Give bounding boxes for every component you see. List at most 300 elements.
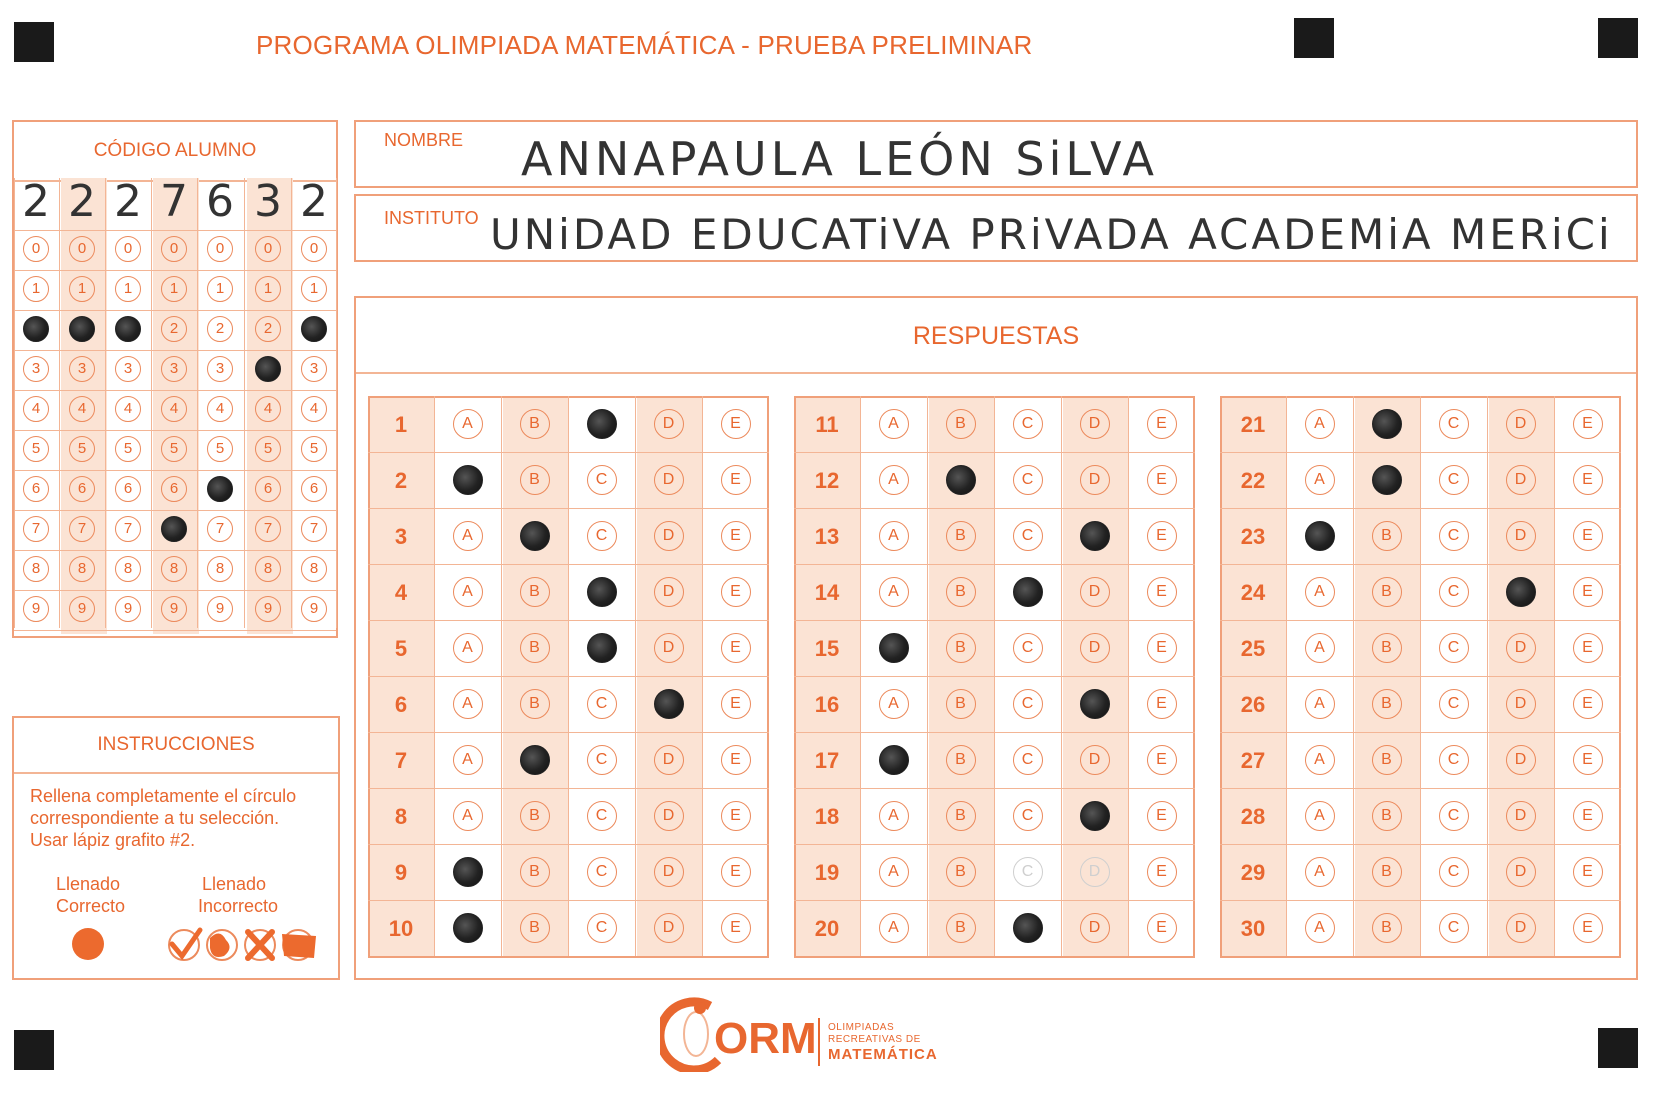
code-bubble[interactable]: 1 (255, 276, 281, 302)
answer-grid-line (368, 732, 769, 733)
answer-bubble-4-d[interactable]: D (654, 577, 684, 607)
answer-bubble-10-e[interactable]: E (721, 913, 751, 943)
code-bubble[interactable]: 8 (23, 556, 49, 582)
answer-bubble-7-a[interactable]: A (453, 745, 483, 775)
code-grid-line (14, 470, 336, 471)
question-number: 21 (1240, 412, 1266, 437)
answer-bubble-15-a[interactable] (879, 633, 909, 663)
answer-bubble-29-c[interactable]: C (1439, 857, 1469, 887)
answer-bubble-30-d[interactable]: D (1506, 913, 1536, 943)
code-bubble[interactable]: 7 (207, 516, 233, 542)
question-number: 2 (394, 468, 408, 493)
answer-bubble-10-b[interactable]: B (520, 913, 550, 943)
code-bubble[interactable]: 4 (207, 396, 233, 422)
code-bubble[interactable]: 3 (69, 356, 95, 382)
answer-bubble-20-e[interactable]: E (1147, 913, 1177, 943)
code-bubble[interactable]: 7 (301, 516, 327, 542)
answer-bubble-28-c[interactable]: C (1439, 801, 1469, 831)
answer-bubble-13-c[interactable]: C (1013, 521, 1043, 551)
answer-bubble-24-c[interactable]: C (1439, 577, 1469, 607)
answer-bubble-16-c[interactable]: C (1013, 689, 1043, 719)
answer-bubble-8-c[interactable]: C (587, 801, 617, 831)
instructions-line-3: Usar lápiz grafito #2. (30, 830, 196, 850)
code-bubble[interactable] (115, 316, 141, 342)
instituto-label: INSTITUTO (384, 208, 479, 228)
incorrect-label-1: Llenado (202, 874, 267, 894)
code-bubble[interactable]: 9 (23, 596, 49, 622)
answer-bubble-30-c[interactable]: C (1439, 913, 1469, 943)
answer-bubble-3-e[interactable]: E (721, 521, 751, 551)
code-bubble[interactable]: 0 (161, 236, 187, 262)
code-bubble[interactable]: 5 (69, 436, 95, 462)
answer-bubble-5-e[interactable]: E (721, 633, 751, 663)
answer-bubble-13-b[interactable]: B (946, 521, 976, 551)
answer-bubble-7-e[interactable]: E (721, 745, 751, 775)
answer-bubble-20-b[interactable]: B (946, 913, 976, 943)
answer-bubble-9-e[interactable]: E (721, 857, 751, 887)
code-bubble[interactable]: 1 (301, 276, 327, 302)
question-number: 12 (814, 468, 840, 493)
question-number: 22 (1240, 468, 1266, 493)
code-bubble[interactable] (207, 476, 233, 502)
question-number: 28 (1240, 804, 1266, 829)
answer-bubble-23-d[interactable]: D (1506, 521, 1536, 551)
answer-bubble-3-d[interactable]: D (654, 521, 684, 551)
answer-bubble-24-d[interactable] (1506, 577, 1536, 607)
code-grid-line (244, 178, 245, 628)
answer-bubble-16-a[interactable]: A (879, 689, 909, 719)
code-grid-line (14, 590, 336, 591)
answer-bubble-26-a[interactable]: A (1305, 689, 1335, 719)
answer-bubble-21-a[interactable]: A (1305, 409, 1335, 439)
answer-bubble-27-b[interactable]: B (1372, 745, 1402, 775)
answer-bubble-21-e[interactable]: E (1573, 409, 1603, 439)
answer-bubble-14-a[interactable]: A (879, 577, 909, 607)
answer-bubble-16-d[interactable] (1080, 689, 1110, 719)
answer-bubble-5-a[interactable]: A (453, 633, 483, 663)
question-number: 19 (814, 860, 840, 885)
instructions-title: INSTRUCCIONES (97, 734, 255, 755)
answer-bubble-11-b[interactable]: B (946, 409, 976, 439)
answers-title: RESPUESTAS (912, 322, 1080, 350)
answer-bubble-28-a[interactable]: A (1305, 801, 1335, 831)
answer-bubble-29-e[interactable]: E (1573, 857, 1603, 887)
question-number: 23 (1240, 524, 1266, 549)
answer-bubble-17-b[interactable]: B (946, 745, 976, 775)
answer-bubble-6-a[interactable]: A (453, 689, 483, 719)
answer-bubble-20-a[interactable]: A (879, 913, 909, 943)
answer-bubble-14-e[interactable]: E (1147, 577, 1177, 607)
code-bubble[interactable]: 8 (69, 556, 95, 582)
code-bubble[interactable]: 8 (207, 556, 233, 582)
incorrect-fill-examples-icon (164, 924, 324, 966)
answer-bubble-10-c[interactable]: C (587, 913, 617, 943)
answer-bubble-19-d[interactable]: D (1080, 857, 1110, 887)
answer-bubble-11-e[interactable]: E (1147, 409, 1177, 439)
code-bubble[interactable]: 3 (301, 356, 327, 382)
answer-bubble-18-e[interactable]: E (1147, 801, 1177, 831)
divider (356, 372, 1636, 374)
code-bubble[interactable] (255, 356, 281, 382)
answer-grid-line (794, 788, 1195, 789)
code-bubble[interactable]: 7 (115, 516, 141, 542)
answer-grid-line (368, 900, 769, 901)
code-bubble[interactable]: 2 (255, 316, 281, 342)
code-grid-line (14, 390, 336, 391)
code-bubble[interactable]: 6 (115, 476, 141, 502)
code-grid-line (14, 550, 336, 551)
instructions-line-2: correspondiente a tu selección. (30, 808, 280, 828)
correct-label-2: Correcto (56, 896, 126, 916)
code-digit-handwritten: 2 (22, 176, 50, 227)
answer-bubble-7-d[interactable]: D (654, 745, 684, 775)
answer-bubble-23-b[interactable]: B (1372, 521, 1402, 551)
answer-bubble-6-b[interactable]: B (520, 689, 550, 719)
code-bubble[interactable]: 4 (301, 396, 327, 422)
answer-bubble-1-a[interactable]: A (453, 409, 483, 439)
code-digit-handwritten: 2 (68, 176, 96, 227)
answer-bubble-25-a[interactable]: A (1305, 633, 1335, 663)
answer-bubble-4-a[interactable]: A (453, 577, 483, 607)
code-bubble[interactable]: 5 (301, 436, 327, 462)
code-bubble[interactable]: 6 (161, 476, 187, 502)
answer-bubble-18-c[interactable]: C (1013, 801, 1043, 831)
code-bubble[interactable]: 9 (255, 596, 281, 622)
code-bubble[interactable] (69, 316, 95, 342)
answer-bubble-2-a[interactable] (453, 465, 483, 495)
code-grid-line (14, 230, 336, 231)
answer-bubble-13-e[interactable]: E (1147, 521, 1177, 551)
code-grid-line (291, 178, 292, 628)
answer-bubble-5-c[interactable] (587, 633, 617, 663)
answer-bubble-17-c[interactable]: C (1013, 745, 1043, 775)
code-digit-handwritten: 2 (300, 176, 328, 227)
answer-bubble-4-b[interactable]: B (520, 577, 550, 607)
answer-bubble-15-d[interactable]: D (1080, 633, 1110, 663)
question-number: 15 (814, 636, 840, 661)
question-number: 9 (394, 860, 408, 885)
code-bubble[interactable]: 1 (207, 276, 233, 302)
answer-bubble-1-c[interactable] (587, 409, 617, 439)
answer-bubble-19-a[interactable]: A (879, 857, 909, 887)
answer-bubble-6-d[interactable] (654, 689, 684, 719)
answer-grid-line (368, 676, 769, 677)
code-bubble[interactable] (23, 316, 49, 342)
code-bubble[interactable]: 4 (255, 396, 281, 422)
code-bubble[interactable]: 5 (255, 436, 281, 462)
answer-bubble-7-b[interactable] (520, 745, 550, 775)
code-bubble[interactable]: 9 (301, 596, 327, 622)
question-number: 8 (394, 804, 408, 829)
question-number: 16 (814, 692, 840, 717)
answer-grid-line (1220, 788, 1621, 789)
answer-bubble-11-c[interactable]: C (1013, 409, 1043, 439)
answer-bubble-1-b[interactable]: B (520, 409, 550, 439)
code-grid-line (14, 310, 336, 311)
question-number: 6 (394, 692, 408, 717)
code-bubble[interactable]: 2 (161, 316, 187, 342)
answer-grid-line (1220, 620, 1621, 621)
question-number: 24 (1240, 580, 1266, 605)
answer-bubble-13-a[interactable]: A (879, 521, 909, 551)
instructions-line-1: Rellena completamente el círculo (30, 786, 297, 806)
code-bubble[interactable]: 9 (69, 596, 95, 622)
answer-bubble-22-c[interactable]: C (1439, 465, 1469, 495)
answer-bubble-29-a[interactable]: A (1305, 857, 1335, 887)
answer-bubble-19-b[interactable]: B (946, 857, 976, 887)
code-bubble[interactable]: 1 (115, 276, 141, 302)
answer-grid-line (368, 508, 769, 509)
code-bubble[interactable]: 6 (69, 476, 95, 502)
answer-bubble-21-b[interactable] (1372, 409, 1402, 439)
code-bubble[interactable]: 0 (301, 236, 327, 262)
answer-bubble-25-c[interactable]: C (1439, 633, 1469, 663)
answer-bubble-19-e[interactable]: E (1147, 857, 1177, 887)
code-bubble[interactable]: 7 (23, 516, 49, 542)
answer-bubble-13-d[interactable] (1080, 521, 1110, 551)
code-bubble[interactable]: 6 (23, 476, 49, 502)
answer-bubble-2-c[interactable]: C (587, 465, 617, 495)
answer-bubble-12-d[interactable]: D (1080, 465, 1110, 495)
answer-bubble-25-e[interactable]: E (1573, 633, 1603, 663)
question-number: 1 (394, 412, 408, 437)
answer-bubble-12-e[interactable]: E (1147, 465, 1177, 495)
code-bubble[interactable]: 7 (255, 516, 281, 542)
code-bubble[interactable]: 5 (115, 436, 141, 462)
answer-grid-line (1220, 564, 1621, 565)
code-bubble[interactable]: 5 (161, 436, 187, 462)
code-bubble[interactable]: 5 (207, 436, 233, 462)
code-bubble[interactable]: 0 (255, 236, 281, 262)
answer-bubble-11-d[interactable]: D (1080, 409, 1110, 439)
code-bubble[interactable]: 1 (69, 276, 95, 302)
answer-bubble-22-b[interactable] (1372, 465, 1402, 495)
question-number: 10 (388, 916, 414, 941)
code-bubble[interactable]: 7 (69, 516, 95, 542)
answer-grid-line (794, 452, 1195, 453)
answer-bubble-27-a[interactable]: A (1305, 745, 1335, 775)
code-bubble[interactable]: 3 (161, 356, 187, 382)
answer-bubble-4-c[interactable] (587, 577, 617, 607)
answer-grid-line (1220, 452, 1621, 453)
code-bubble[interactable]: 1 (161, 276, 187, 302)
answer-bubble-9-c[interactable]: C (587, 857, 617, 887)
answer-bubble-21-d[interactable]: D (1506, 409, 1536, 439)
code-bubble[interactable]: 8 (301, 556, 327, 582)
code-bubble[interactable]: 3 (115, 356, 141, 382)
registration-mark-top-center (1294, 18, 1334, 58)
answer-bubble-24-b[interactable]: B (1372, 577, 1402, 607)
code-grid-line (336, 178, 337, 628)
answer-bubble-27-e[interactable]: E (1573, 745, 1603, 775)
answer-bubble-6-c[interactable]: C (587, 689, 617, 719)
page-title: PROGRAMA OLIMPIADA MATEMÁTICA - PRUEBA PRELIMINAR (256, 30, 1033, 60)
answer-bubble-3-b[interactable] (520, 521, 550, 551)
instituto-field[interactable] (354, 194, 1638, 262)
logo-line-1: OLIMPIADAS (828, 1022, 895, 1033)
answer-bubble-14-c[interactable] (1013, 577, 1043, 607)
code-bubble[interactable]: 3 (207, 356, 233, 382)
answer-bubble-18-d[interactable] (1080, 801, 1110, 831)
answer-bubble-15-e[interactable]: E (1147, 633, 1177, 663)
answer-bubble-8-d[interactable]: D (654, 801, 684, 831)
answer-bubble-14-b[interactable]: B (946, 577, 976, 607)
code-grid-line (14, 630, 336, 631)
answer-bubble-10-a[interactable] (453, 913, 483, 943)
nombre-field[interactable] (354, 120, 1638, 188)
code-bubble[interactable]: 0 (23, 236, 49, 262)
code-digit-handwritten: 6 (206, 176, 234, 227)
answer-bubble-2-b[interactable]: B (520, 465, 550, 495)
question-number: 26 (1240, 692, 1266, 717)
question-number: 11 (815, 412, 839, 437)
answer-bubble-18-a[interactable]: A (879, 801, 909, 831)
code-bubble[interactable]: 9 (161, 596, 187, 622)
answer-bubble-5-d[interactable]: D (654, 633, 684, 663)
answer-bubble-25-b[interactable]: B (1372, 633, 1402, 663)
code-bubble[interactable]: 3 (23, 356, 49, 382)
answer-bubble-15-b[interactable]: B (946, 633, 976, 663)
code-bubble[interactable]: 6 (255, 476, 281, 502)
answer-bubble-26-e[interactable]: E (1573, 689, 1603, 719)
answer-bubble-4-e[interactable]: E (721, 577, 751, 607)
answer-bubble-10-d[interactable]: D (654, 913, 684, 943)
answer-bubble-30-a[interactable]: A (1305, 913, 1335, 943)
divider (14, 772, 338, 774)
answer-bubble-9-d[interactable]: D (654, 857, 684, 887)
code-grid-line (151, 178, 152, 628)
question-number: 17 (814, 748, 840, 773)
code-bubble[interactable]: 0 (69, 236, 95, 262)
answer-bubble-12-a[interactable]: A (879, 465, 909, 495)
code-bubble[interactable]: 4 (69, 396, 95, 422)
answer-bubble-25-d[interactable]: D (1506, 633, 1536, 663)
registration-mark-top-right (1598, 18, 1638, 58)
code-digit-handwritten: 2 (114, 176, 142, 227)
code-bubble[interactable]: 4 (115, 396, 141, 422)
answer-bubble-22-a[interactable]: A (1305, 465, 1335, 495)
answer-bubble-26-b[interactable]: B (1372, 689, 1402, 719)
code-bubble[interactable] (161, 516, 187, 542)
instituto-value: UNiDAD EDUCATiVA PRiVADA ACADEMiA MERiCi (490, 210, 1613, 259)
answer-bubble-26-d[interactable]: D (1506, 689, 1536, 719)
answer-bubble-24-a[interactable]: A (1305, 577, 1335, 607)
answer-bubble-29-b[interactable]: B (1372, 857, 1402, 887)
answer-bubble-2-d[interactable]: D (654, 465, 684, 495)
code-bubble[interactable]: 4 (23, 396, 49, 422)
code-bubble[interactable]: 8 (115, 556, 141, 582)
code-grid-line (14, 430, 336, 431)
answer-bubble-21-c[interactable]: C (1439, 409, 1469, 439)
answer-bubble-3-c[interactable]: C (587, 521, 617, 551)
answer-bubble-30-b[interactable]: B (1372, 913, 1402, 943)
answer-bubble-23-c[interactable]: C (1439, 521, 1469, 551)
question-number: 7 (394, 748, 408, 773)
answer-bubble-23-a[interactable] (1305, 521, 1335, 551)
code-bubble[interactable]: 5 (23, 436, 49, 462)
correct-label-1: Llenado (56, 874, 121, 894)
code-bubble[interactable]: 9 (207, 596, 233, 622)
code-bubble[interactable]: 8 (161, 556, 187, 582)
question-number: 4 (394, 580, 408, 605)
answer-bubble-8-e[interactable]: E (721, 801, 751, 831)
code-bubble[interactable]: 0 (115, 236, 141, 262)
answer-bubble-8-b[interactable]: B (520, 801, 550, 831)
answer-bubble-20-c[interactable] (1013, 913, 1043, 943)
answer-bubble-22-d[interactable]: D (1506, 465, 1536, 495)
answer-bubble-24-e[interactable]: E (1573, 577, 1603, 607)
answer-bubble-9-a[interactable] (453, 857, 483, 887)
answer-bubble-27-d[interactable]: D (1506, 745, 1536, 775)
answer-bubble-1-e[interactable]: E (721, 409, 751, 439)
code-grid-line (14, 178, 15, 628)
answer-bubble-28-e[interactable]: E (1573, 801, 1603, 831)
answer-bubble-28-d[interactable]: D (1506, 801, 1536, 831)
correct-fill-example-icon (72, 928, 104, 960)
answer-bubble-18-b[interactable]: B (946, 801, 976, 831)
answer-bubble-17-a[interactable] (879, 745, 909, 775)
code-bubble[interactable]: 2 (207, 316, 233, 342)
answer-bubble-3-a[interactable]: A (453, 521, 483, 551)
code-bubble[interactable]: 9 (115, 596, 141, 622)
answer-bubble-19-c[interactable]: C (1013, 857, 1043, 887)
answer-bubble-17-e[interactable]: E (1147, 745, 1177, 775)
answer-bubble-14-d[interactable]: D (1080, 577, 1110, 607)
answer-grid-line (794, 508, 1195, 509)
code-bubble[interactable] (301, 316, 327, 342)
answer-bubble-5-b[interactable]: B (520, 633, 550, 663)
question-number: 27 (1240, 748, 1266, 773)
answer-bubble-16-e[interactable]: E (1147, 689, 1177, 719)
code-grid-line (14, 350, 336, 351)
answer-bubble-1-d[interactable]: D (654, 409, 684, 439)
logo-line-3: MATEMÁTICA (828, 1046, 938, 1063)
answer-bubble-28-b[interactable]: B (1372, 801, 1402, 831)
answer-bubble-27-c[interactable]: C (1439, 745, 1469, 775)
code-bubble[interactable]: 4 (161, 396, 187, 422)
answer-bubble-16-b[interactable]: B (946, 689, 976, 719)
code-bubble[interactable]: 0 (207, 236, 233, 262)
student-code-title: CÓDIGO ALUMNO (93, 140, 257, 161)
incorrect-label-2: Incorrecto (198, 896, 279, 916)
answer-bubble-11-a[interactable]: A (879, 409, 909, 439)
question-number: 25 (1240, 636, 1266, 661)
answer-bubble-20-d[interactable]: D (1080, 913, 1110, 943)
answer-bubble-30-e[interactable]: E (1573, 913, 1603, 943)
code-grid-line (14, 510, 336, 511)
answer-bubble-17-d[interactable]: D (1080, 745, 1110, 775)
code-bubble[interactable]: 1 (23, 276, 49, 302)
answer-bubble-12-c[interactable]: C (1013, 465, 1043, 495)
answer-bubble-2-e[interactable]: E (721, 465, 751, 495)
code-bubble[interactable]: 8 (255, 556, 281, 582)
answer-grid-line (368, 844, 769, 845)
code-bubble[interactable]: 6 (301, 476, 327, 502)
answer-bubble-6-e[interactable]: E (721, 689, 751, 719)
answer-bubble-23-e[interactable]: E (1573, 521, 1603, 551)
answer-bubble-15-c[interactable]: C (1013, 633, 1043, 663)
code-grid-line (105, 178, 106, 628)
answer-bubble-22-e[interactable]: E (1573, 465, 1603, 495)
answer-bubble-7-c[interactable]: C (587, 745, 617, 775)
answer-bubble-29-d[interactable]: D (1506, 857, 1536, 887)
answer-bubble-26-c[interactable]: C (1439, 689, 1469, 719)
answer-bubble-9-b[interactable]: B (520, 857, 550, 887)
answer-bubble-12-b[interactable] (946, 465, 976, 495)
question-number: 5 (394, 636, 408, 661)
answer-grid-line (368, 564, 769, 565)
answer-bubble-8-a[interactable]: A (453, 801, 483, 831)
